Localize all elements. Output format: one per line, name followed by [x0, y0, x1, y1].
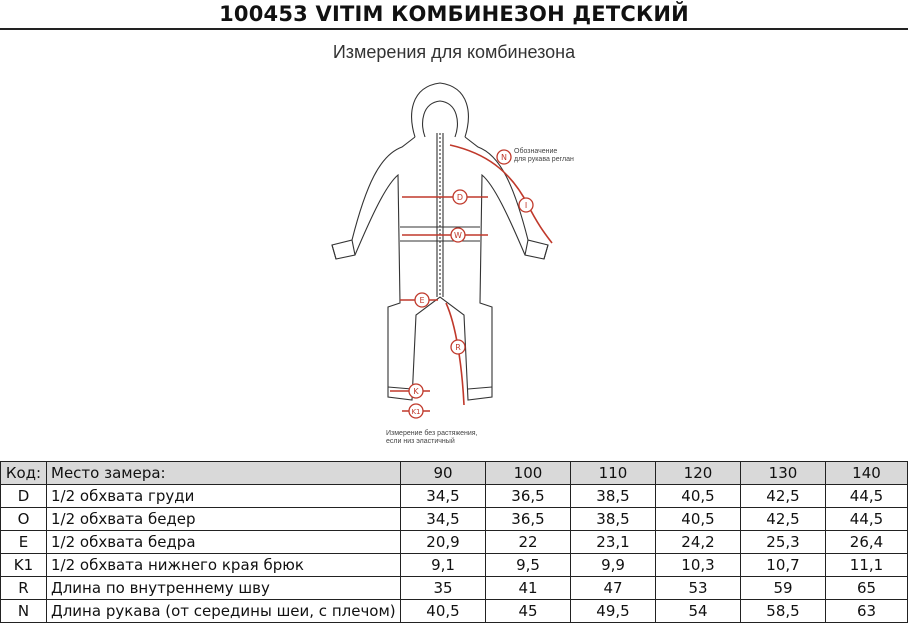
row-code: E: [1, 531, 47, 554]
note-hem-line2: если низ эластичный: [386, 438, 455, 445]
row-place: 1/2 обхвата бедра: [47, 531, 401, 554]
label-e: E: [419, 296, 425, 305]
row-value: 34,5: [401, 508, 486, 531]
row-value: 45: [486, 600, 571, 623]
note-sleeve-line2: для рукава реглан: [514, 156, 574, 163]
right-hem-line: [468, 387, 492, 389]
row-value: 10,7: [741, 554, 826, 577]
header-place: Место замера:: [47, 462, 401, 485]
row-code: D: [1, 485, 47, 508]
row-value: 35: [401, 577, 486, 600]
row-value: 40,5: [656, 485, 741, 508]
jumpsuit-diagram: [300, 75, 610, 455]
row-value: 34,5: [401, 485, 486, 508]
page-title: 100453 VITIM КОМБИНЕЗОН ДЕТСКИЙ: [219, 2, 689, 26]
label-r: R: [455, 343, 461, 352]
row-place: Длина по внутреннему шву: [47, 577, 401, 600]
row-value: 58,5: [741, 600, 826, 623]
table-row: [1, 531, 908, 554]
row-value: 20,9: [401, 531, 486, 554]
table-row: [1, 600, 908, 623]
row-code: N: [1, 600, 47, 623]
row-value: 44,5: [826, 485, 908, 508]
row-value: 23,1: [571, 531, 656, 554]
row-value: 44,5: [826, 508, 908, 531]
row-value: 40,5: [656, 508, 741, 531]
row-value: 59: [741, 577, 826, 600]
row-value: 49,5: [571, 600, 656, 623]
row-value: 42,5: [741, 485, 826, 508]
row-place: 1/2 обхвата нижнего края брюк: [47, 554, 401, 577]
header-code: Код:: [1, 462, 47, 485]
row-place: Длина рукава (от середины шеи, с плечом): [47, 600, 401, 623]
row-value: 11,1: [826, 554, 908, 577]
header-size-110: 110: [571, 462, 656, 485]
row-place: 1/2 обхвата бедер: [47, 508, 401, 531]
row-value: 42,5: [741, 508, 826, 531]
label-k1: K1: [411, 408, 421, 416]
label-n: N: [501, 153, 507, 162]
note-hem-line1: Измерение без растяжения,: [386, 430, 478, 437]
row-value: 53: [656, 577, 741, 600]
hood-opening: [423, 101, 458, 137]
row-value: 9,9: [571, 554, 656, 577]
label-w: W: [454, 231, 462, 240]
label-i: I: [524, 201, 528, 210]
row-value: 22: [486, 531, 571, 554]
row-value: 65: [826, 577, 908, 600]
row-value: 54: [656, 600, 741, 623]
row-code: R: [1, 577, 47, 600]
row-value: 10,3: [656, 554, 741, 577]
table-row: [1, 508, 908, 531]
table-row: [1, 485, 908, 508]
row-value: 47: [571, 577, 656, 600]
row-code: K1: [1, 554, 47, 577]
row-value: 63: [826, 600, 908, 623]
hood-outline: [412, 83, 469, 137]
table-row: [1, 554, 908, 577]
row-code: O: [1, 508, 47, 531]
header-size-90: 90: [401, 462, 486, 485]
header-size-120: 120: [656, 462, 741, 485]
size-table: [0, 461, 908, 623]
row-value: 24,2: [656, 531, 741, 554]
row-value: 41: [486, 577, 571, 600]
header-size-100: 100: [486, 462, 571, 485]
body-outline: [332, 137, 548, 400]
label-k: K: [413, 387, 419, 396]
row-value: 36,5: [486, 508, 571, 531]
row-value: 25,3: [741, 531, 826, 554]
note-sleeve-line1: Обозначение: [514, 148, 558, 155]
row-value: 38,5: [571, 485, 656, 508]
row-value: 36,5: [486, 485, 571, 508]
row-place: 1/2 обхвата груди: [47, 485, 401, 508]
row-value: 40,5: [401, 600, 486, 623]
label-d: D: [456, 193, 464, 202]
title-divider: [0, 28, 908, 30]
header-size-140: 140: [826, 462, 908, 485]
left-hem-line: [388, 387, 412, 389]
row-value: 9,5: [486, 554, 571, 577]
diagram-subtitle: Измерения для комбинезона: [332, 42, 576, 62]
header-size-130: 130: [741, 462, 826, 485]
table-header-row: [1, 462, 908, 485]
table-row: [1, 577, 908, 600]
row-value: 9,1: [401, 554, 486, 577]
row-value: 38,5: [571, 508, 656, 531]
row-value: 26,4: [826, 531, 908, 554]
